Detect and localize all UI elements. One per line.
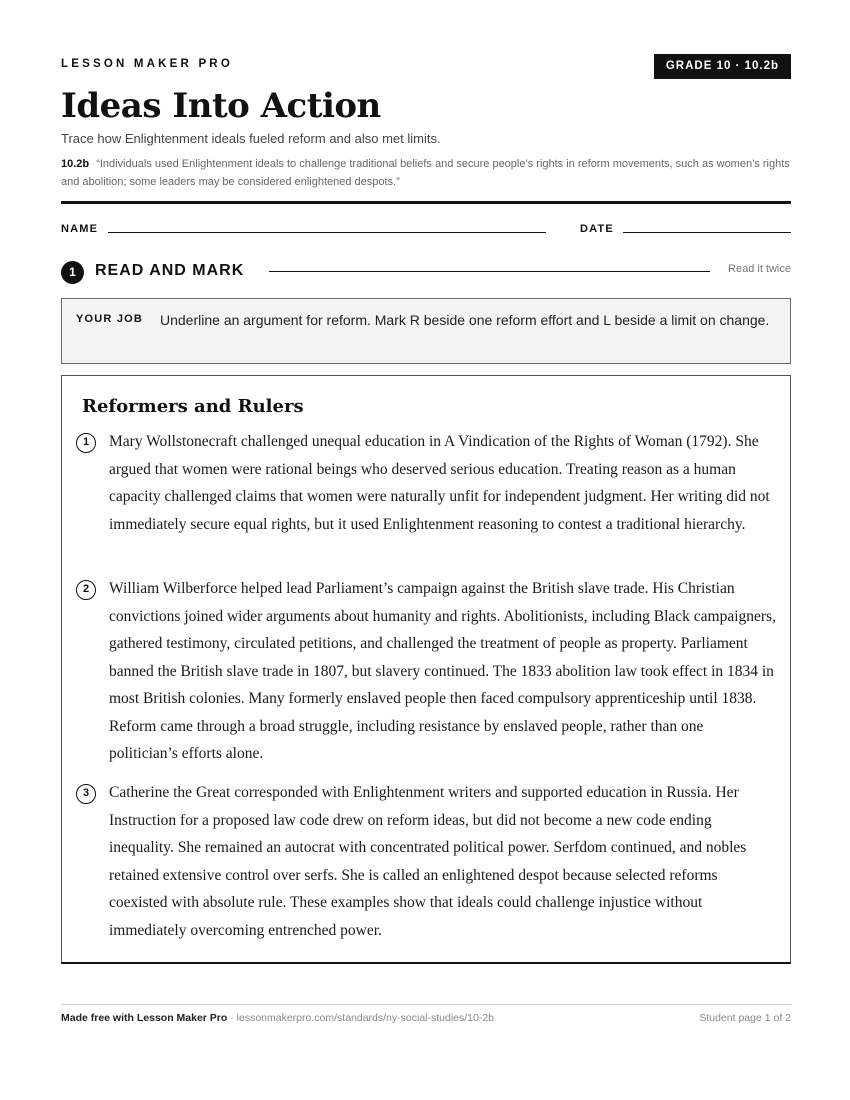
brand-name: LESSON MAKER PRO	[61, 58, 233, 70]
instructions-text: Underline an argument for reform. Mark R beside one reform effort and L beside a limit on change.	[160, 312, 770, 328]
standard-code: 10.2b	[61, 158, 90, 170]
section-note: Read it twice	[728, 263, 791, 275]
paragraph-text[interactable]: Mary Wollstonecraft challenged unequal education in A Vindication of the Rights of Woman (1792). She argued that women were rational beings who deserved serious education. Treating reason as a human capacity challenged claims that women were naturally unfit for independent judgment. Her writing did not immediately secure equal rights, but it used Enlightenment reasoning to contest a traditional hierarchy.	[109, 433, 770, 533]
reading-passage	[61, 375, 791, 964]
standard-statement	[61, 156, 791, 191]
section-title: READ AND MARK	[95, 262, 245, 279]
section-divider	[269, 271, 710, 272]
date-label: DATE	[580, 223, 614, 235]
page-indicator: Student page 1 of 2	[699, 1012, 791, 1024]
page-title: Ideas Into Action	[61, 86, 381, 126]
page-subtitle: Trace how Enlightenment ideals fueled reform and also met limits.	[61, 131, 441, 146]
paragraph-number: 2	[76, 580, 96, 600]
footer-credit	[61, 1012, 494, 1024]
footer-made-with: Made free with Lesson Maker Pro	[61, 1012, 228, 1024]
paragraph-number: 1	[76, 433, 96, 453]
paragraph-text[interactable]: Catherine the Great corresponded with Enlightenment writers and supported education in Russia. Her Instruction for a proposed law code drew on reform ideas, but did not become a new code ending inequality. She remained an autocrat with concentrated political power. Serfdom continued, and nobles retained extensive control over serfs. She is called an enlightened despot because selected reforms coexisted with absolute rule. These examples show that ideals could challenge injustice without immediately overcoming entrenched power.	[109, 784, 747, 939]
reading-title: Reformers and Rulers	[82, 396, 304, 417]
header-divider	[61, 201, 791, 204]
paragraph-text[interactable]: William Wilberforce helped lead Parliament’s campaign against the British slave trade. His Christian convictions joined wider arguments about humanity and rights. Abolitionists, including Black campaigners, gathered testimony, circulated petitions, and challenged the treatment of people as property. Parliament banned the British slave trade in 1807, but slavery continued. The 1833 abolition law took effect in 1834 in most British colonies. Many formerly enslaved people then faced compulsory apprenticeship until 1838. Reform came through a broad struggle, including resistance by enslaved people, rather than one politician’s efforts alone.	[109, 580, 776, 762]
section-number-badge: 1	[61, 261, 84, 284]
instructions-box	[61, 298, 791, 364]
footer-url[interactable]: lessonmakerpro.com/standards/ny-social-studies/10-2b	[236, 1012, 495, 1024]
instructions-label: YOUR JOB	[76, 313, 144, 325]
footer-separator: ·	[227, 1012, 237, 1024]
standard-text: “Individuals used Enlightenment ideals to challenge traditional beliefs and secure people’s rights in reform movements, such as women’s rights and abolition; some leaders may be considered enlightened despots.”	[61, 158, 790, 188]
grade-badge: GRADE 10 · 10.2b	[654, 54, 791, 79]
paragraph-number: 3	[76, 784, 96, 804]
footer-divider	[61, 1004, 791, 1005]
name-label: NAME	[61, 223, 99, 235]
name-field[interactable]	[108, 232, 546, 233]
date-field[interactable]	[623, 232, 791, 233]
